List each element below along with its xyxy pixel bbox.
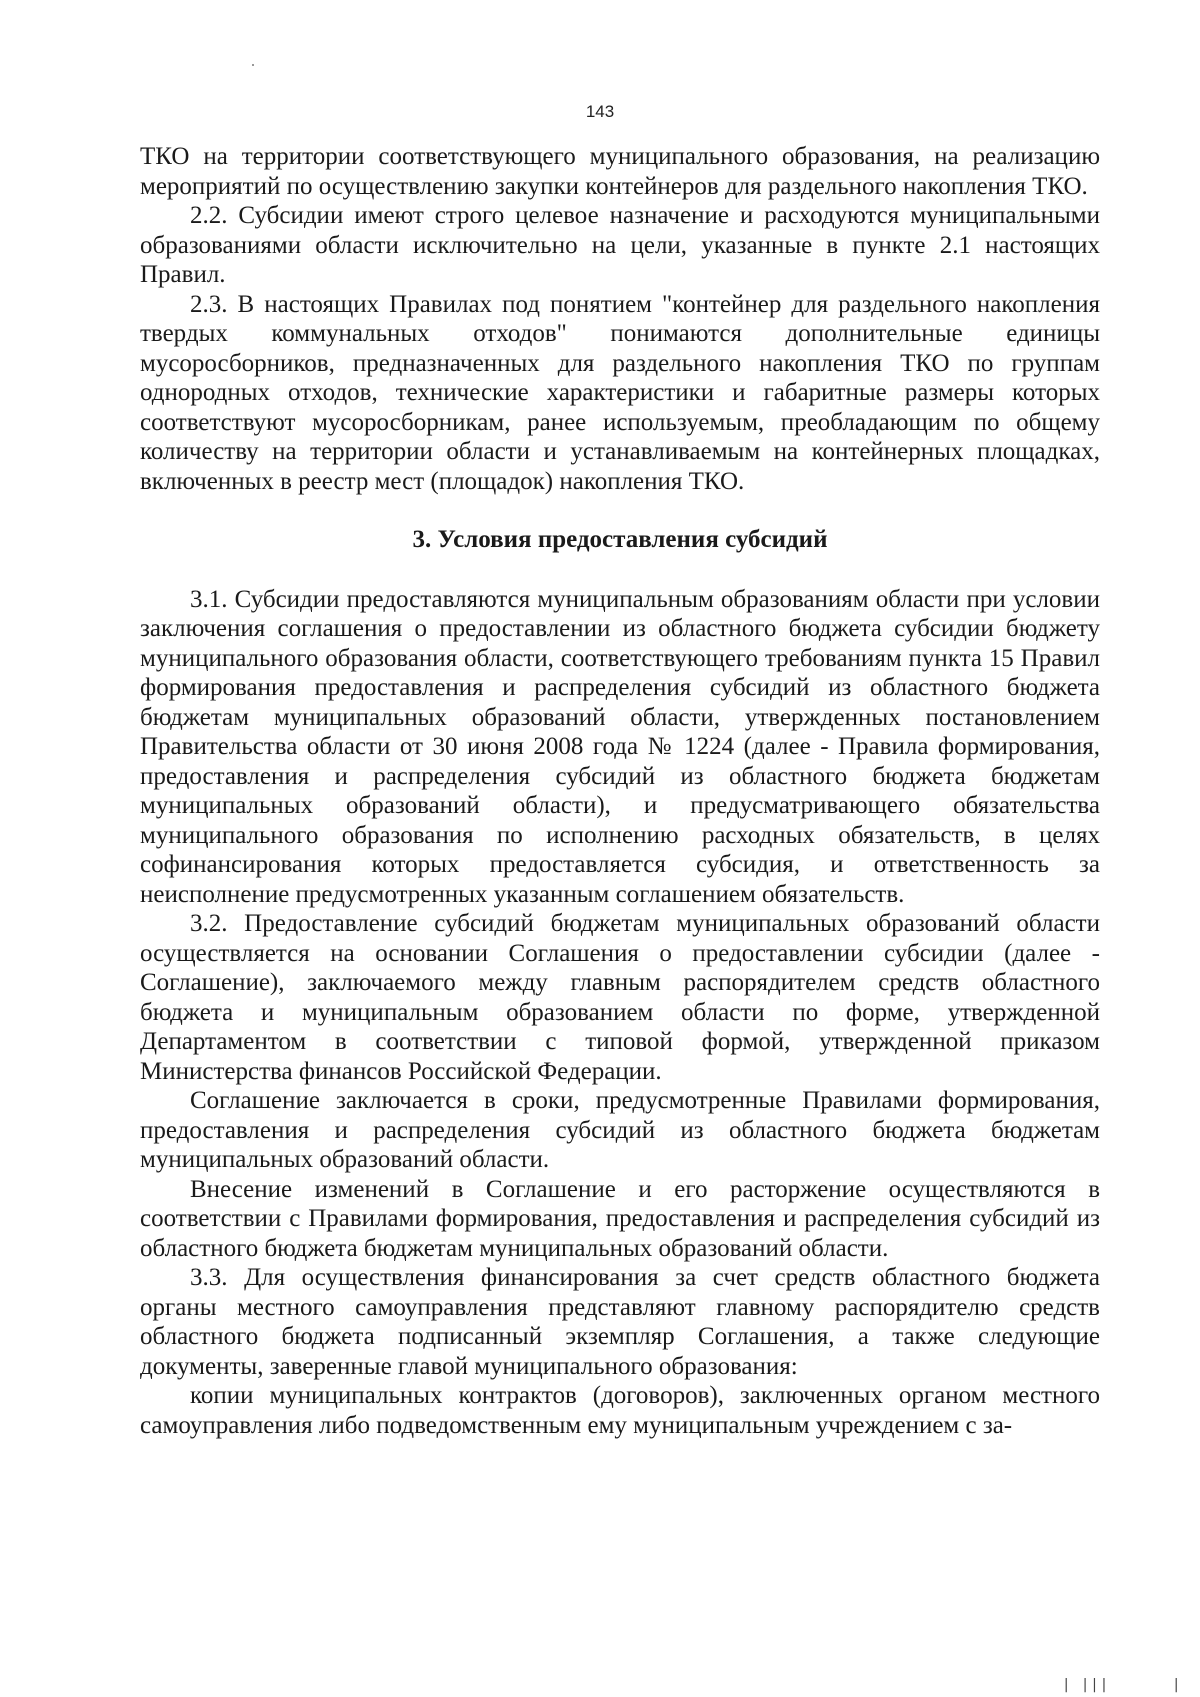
- scan-edge-mark: | |||: [1062, 1677, 1110, 1693]
- paragraph: Внесение изменений в Соглашение и его расторжение осуществляются в соответствии с Правилами формирования, предоставления и распределения субсидий из областного бюджета бюджетам муниципальных образований области.: [140, 1175, 1100, 1262]
- paragraph: ТКО на территории соответствующего муниципального образования, на реализацию мероприятий по осуществлению закупки контейнеров для раздельного накопления ТКО.: [140, 143, 1100, 200]
- paragraph: 2.2. Субсидии имеют строго целевое назначение и расходуются муниципальными образованиями области исключительно на цели, указанные в пункте 2.1 настоящих Правил.: [140, 202, 1100, 288]
- paragraph: 3.2. Предоставление субсидий бюджетам муниципальных образований области осуществляется на основании Соглашения о предоставлении субсидии (далее - Соглашение), заключаемого между главным распорядителем средств областного бюджета и муниципальным образованием области по форме, утвержденной Департаментом в соответствии с типовой формой, утвержденной приказом Министерства финансов Российской Федерации.: [140, 910, 1100, 1085]
- scan-edge-mark-right: |: [1172, 1677, 1181, 1693]
- section-heading: 3. Условия предоставления субсидий: [412, 526, 828, 553]
- paragraph: Соглашение заключается в сроки, предусмотренные Правилами формирования, предоставления и распределения субсидий из областного бюджета бюджетам муниципальных образований области.: [140, 1087, 1100, 1173]
- section-3: [140, 585, 1100, 1441]
- paragraph: 2.3. В настоящих Правилах под понятием "контейнер для раздельного накопления твердых коммунальных отходов" понимаются дополнительные единицы мусоросборников, предназначенных для раздельного накопления ТКО по группам однородных отходов, технические характеристики и габаритные размеры которых соответствуют мусоросборникам, ранее используемым, преобладающим по общему количеству на территории области и устанавливаемым на контейнерных площадках, включенных в реестр мест (площадок) накопления ТКО.: [140, 290, 1100, 495]
- document-body: [140, 142, 1100, 1440]
- paragraph: 3.3. Для осуществления финансирования за счет средств областного бюджета органы местного самоуправления представляют главному распорядителю средств областного бюджета подписанный экземпляр Соглашения, а также следующие документы, заверенные главой муниципального образования:: [140, 1264, 1100, 1380]
- scan-dot: [252, 64, 254, 66]
- paragraph: 3.1. Субсидии предоставляются муниципальным образованиям области при условии заключения соглашения о предоставлении из областного бюджета субсидии бюджету муниципального образования области, соответствующего требованиям пункта 15 Правил формирования предоставления и распределения субсидий из областного бюджета бюджетам муниципальных образований области, утвержденных постановлением Правительства области от 30 июня 2008 года № 1224 (далее - Правила формирования, предоставления и распределения субсидий из областного бюджета бюджетам муниципальных образований области), и предусматривающего обязательства муниципального образования по исполнению расходных обязательств, в целях софинансирования которых предоставляется субсидия, и ответственность за неисполнение предусмотренных указанным соглашением обязательств.: [140, 585, 1100, 908]
- page-number: 143: [585, 102, 615, 121]
- section-2-continued: [140, 142, 1100, 496]
- paragraph: копии муниципальных контрактов (договоров), заключенных органом местного самоуправления либо подведомственным ему муниципальным учреждением с за-: [140, 1382, 1100, 1439]
